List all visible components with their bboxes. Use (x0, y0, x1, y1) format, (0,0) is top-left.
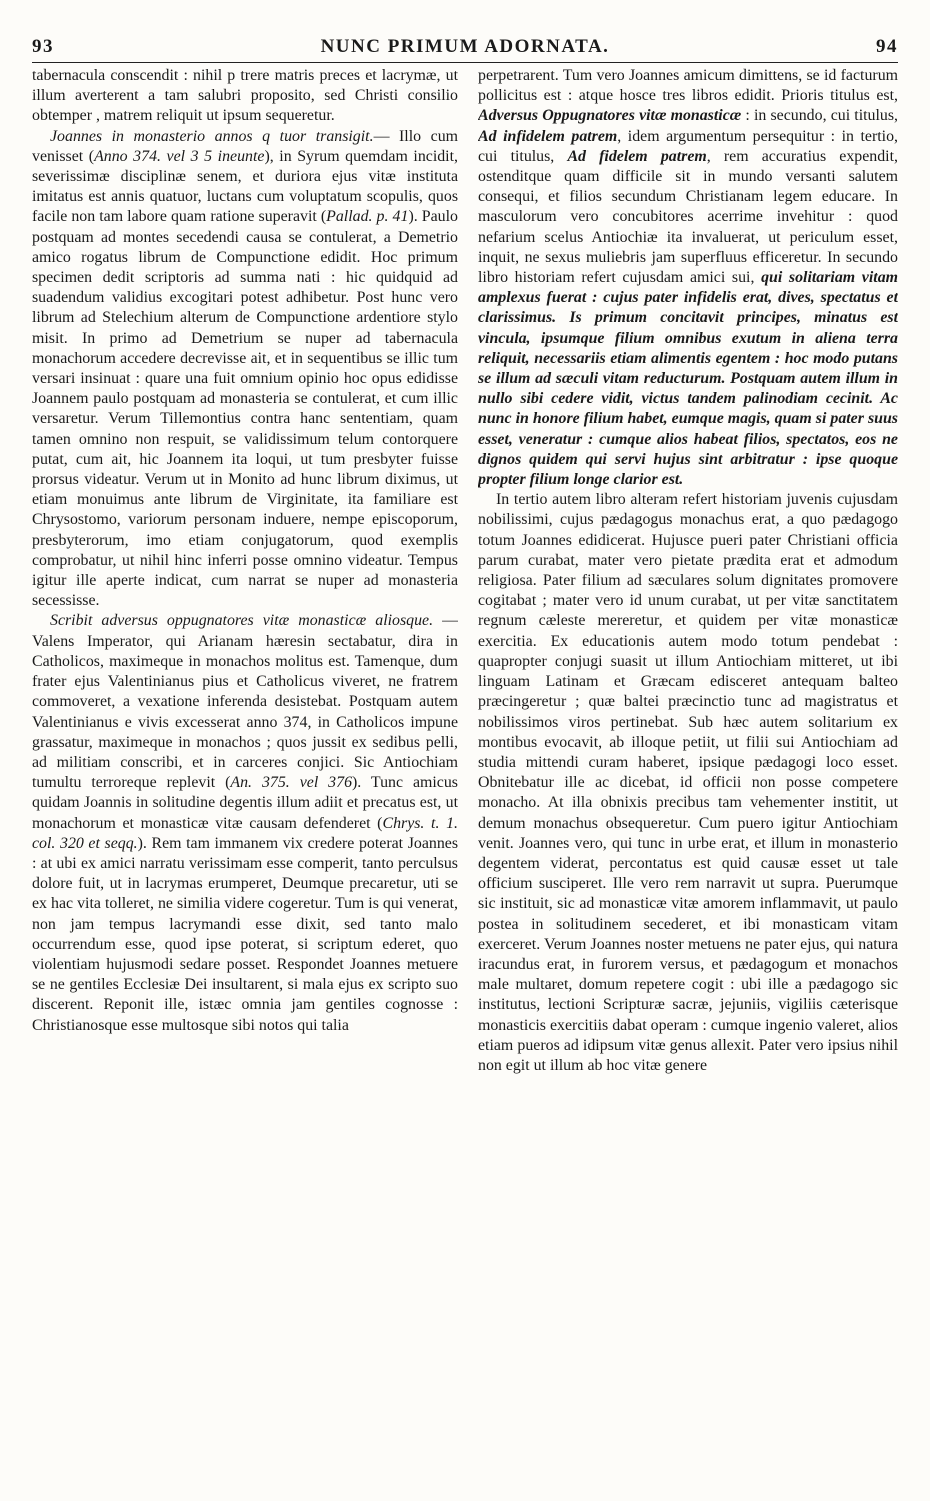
paragraph: Scribit adversus oppugnatores vitæ monasticæ aliosque. — Valens Imperator, qui Arianam hæresin sectabatur, dira in Catholicos, maximeque in monachos molitus est. Tamenque, dum frater ejus Valentinianus pius et Catholicus viveret, ne fratrem commoveret, a vexatione inferenda desistebat. Postquam autem Valentinianus e vivis excesserat anno 374, in Catholicos impune grassatur, maximeque in monachos ; quos jussit ex sedibus pelli, ad militiam conscribi, et in carceres conjici. Sic Antiochiam tumultu terroreque replevit (An. 375. vel 376). Tunc amicus quidam Joannis in solitudine degentis illum adiit et precatus est, ut monachorum et monasticæ vitæ causam defenderet (Chrys. t. 1. col. 320 et seqq.). Rem tam immanem vix credere poterat Joannes : at ubi ex amici narratu verissimam esse comperit, tanto perculsus dolore fuit, ut in lacrymas erumperet, Deumque precaretur, uti se ex hac vita tolleret, ne similia videre cogeretur. Tum is qui venerat, non jam tempus lacrymandi esse dixit, sed tanto malo occurrendum esse, quod ipse poterat, si scriptum ederet, quo violentiam hujusmodi sedare posset. Respondet Joannes metuere se ne gentiles Ecclesiæ Dei insultarent, si mala ejus ex scripto suo discerent. Reponit ille, istæc omnia jam gentiles cognosse : Christianosque esse multosque sibi notos qui talia (32, 612, 458, 1034)
paragraph: In tertio autem libro alteram refert historiam juvenis cujusdam nobilissimi, cujus pædagogus monachus erat, a quo pædagogo totum Joannes edidicerat. Hujusce pueri pater Christiani officia parum curabat, mater vero pietate prædita erat et admodum religiosa. Pater filium ad sæculares solum dignitates promovere cogitabat ; mater vero id unum curabat, ut per vitæ sanctitatem regnum cæleste mereretur, et quidem per vitæ monasticæ exercitia. Ex educationis autem modo totum pendebat : quapropter conjugi suasit ut illum Antiochiam mitteret, ut ibi linguam Latinam et Græcam edisceret antequam balteo præcingeretur ; quæ baltei præcinctio tunc ad magistratus et nobilissimos viros pertinebat. Sub hæc autem solitarium ex montibus evocavit, ab illoque petiit, ut filii sui Antiochiam ad studia mittendi curam haberet, ipsique pædagogi loco esset. Obnitebatur ille ac dicebat, id officii non posse competere monacho. At illa obnixis precibus tam vehementer institit, ut demum monachus obsequeretur. Cum puero igitur Antiochiam venit. Joannes vero, qui tunc in urbe erat, et illum in monasterio degentem viderat, percontatus est quid causæ esset ut tale officium susciperet. Ille vero rem narravit ut supra. Puerumque sic instituit, sic ad monasticæ vitæ amorem inflammavit, ut paulo postea in solitudinem secederet, et ibi monasticam vitam exerceret. Verum Joannes noster metuens ne pater ejus, qui natura iracundus erat, in furorem versus, et pædagogum et monachos male multaret, domum repetere cogit : ubi ille a pædagogo sic institutus, lectioni Scripturæ sacræ, jejuniis, vigiliis cæterisque monasticis exercitiis dabat operam : cumque ingenio valeret, alios etiam pueros ad idipsum vitæ genus allexit. Pater vero ipsius nihil non egit ut illum ab hoc vitæ genere (478, 491, 898, 1074)
paragraph: tabernacula conscendit : nihil p trere matris preces et lacrymæ, ut illum averterent a tam salubri proposito, sed Christi consilio obtemper , matrem reliquit ut ipsum sequeretur. (32, 67, 458, 125)
book-title: Ad fidelem patrem (567, 147, 707, 165)
page-number-right: 94 (876, 36, 898, 57)
paragraph: perpetrarent. Tum vero Joannes amicum dimittens, se id facturum pollicitus est : atque hosce tres libros edidit. Prioris titulus est, Adversus Oppugnatores vitæ monasticæ : in secundo, cui titulus, Ad infidelem patrem, idem argumentum persequitur : in tertio, cui titulus, Ad fidelem patrem, rem accuratius expendit, ostenditque quam difficile sit in mundo versanti salutem consequi, et filios secundum Christianam legem educare. In masculorum vero concubitores acerrime invehitur : quod nefarium scelus Antiochiæ ita invaluerat, ut periculum esset, inquit, ne sexus muliebris jam superfluus efficeretur. In secundo libro historiam refert cujusdam amici sui, qui solitariam vitam amplexus fuerat : cujus pater infidelis erat, dives, spectatus et clarissimus. Is primum concitavit principes, minatus est vincula, ipsumque filium omnibus exutum in aliena terra reliquit, necessariis etiam alimentis egentem : hoc modo putans se illum ad sæculi vitam reducturum. Postquam autem illum in nullo sibi cedere vidit, victus tandem palinodiam cecinit. Ac nunc in honore filium habet, eumque magis, quam si pater suus esset, veneratur : cumque alios habeat filios, spectatos, eos ne dignos quidem qui servi hujus sint arbitratur : ipse quoque propter filium longe clarior est. (478, 67, 898, 489)
section-heading: Scribit adversus oppugnatores vitæ monasticæ aliosque. (50, 612, 434, 630)
running-title: NUNC PRIMUM ADORNATA. (320, 36, 610, 57)
quoted-passage: qui solitariam vitam amplexus fuerat : cujus pater infidelis erat, dives, spectatus et clarissimus. Is primum concitavit principes, minatus est vincula, ipsumque filium omnibus exutum in aliena terra reliquit, necessariis etiam alimentis egentem : hoc modo putans se illum ad sæculi vitam reducturum. Postquam autem illum in nullo sibi cedere vidit, victus tandem palinodiam cecinit. Ac nunc in honore filium habet, eumque magis, quam si pater suus esset, veneratur : cumque alios habeat filios, spectatos, eos ne dignos quidem qui servi hujus sint arbitratur : ipse quoque propter filium longe clarior est. (478, 269, 898, 489)
date-reference: An. 375. vel 376 (230, 774, 353, 792)
book-title: Ad infidelem patrem (478, 127, 618, 145)
citation: Chrys. t. 1. col. 320 et seqq. (32, 814, 458, 852)
section-heading: Joannes in monasterio annos q tuor transigit. (50, 127, 374, 145)
paragraph: Joannes in monasterio annos q tuor transigit.— Illo cum venisset (Anno 374. vel 3 5 ineunte), in Syrum quemdam incidit, severissimæ disciplinæ senem, et duriora ejus vitæ instituta imitatus est annis quatuor, luctans cum voluptatum scopulis, quos facile non tam labore quam ratione superavit (Pallad. p. 41). Paulo postquam ad montes secedendi causa se contulerat, a Demetrio amico rogatus librum de Compunctione edidit. Hoc primum specimen dedit scriptoris ad summa nati : hic quidquid ad suadendum validius excogitari potest adhibetur. Post hunc vero librum ad Stelechium alterum de Compunctione ardentiore stylo misit. In primo ad Demetrium se nuper ad tabernacula monachorum accedere decrevisse ait, et in sequentibus se illic tum versari insinuat : quare una fuit omnium opinio hoc opus edidisse Joannem paulo postquam ad monasteria se contulerat, et cum illic versaretur. Verum Tillemontius contra hanc sententiam, quam tamen omnino non respuit, se validissimum telum contorquere putat, cum ait, hic Joannem ita loqui, ut tum presbyter fuisse prorsus videatur. Verum ut in Monito ad hunc librum diximus, ut etiam monuimus ante librum de Virginitate, ita familiare est Chrysostomo, variorum personam induere, nempe episcoporum, presbyterorum, imo etiam conjugatorum, quod exemplis comprobatur, ut nihil hinc inferri posse omnino videatur. Tempus igitur ille aperte indicat, cum narrat se nuper ad monasteria secessisse. (32, 127, 458, 610)
citation: Pallad. p. 41 (326, 208, 409, 226)
left-column (32, 66, 458, 1491)
page-number-left: 93 (32, 36, 54, 57)
date-reference: Anno 374. vel 3 5 ineunte (94, 147, 265, 165)
running-header (32, 34, 898, 63)
book-title: Adversus Oppugnatores vitæ monasticæ (478, 107, 742, 125)
right-column (478, 66, 898, 1491)
